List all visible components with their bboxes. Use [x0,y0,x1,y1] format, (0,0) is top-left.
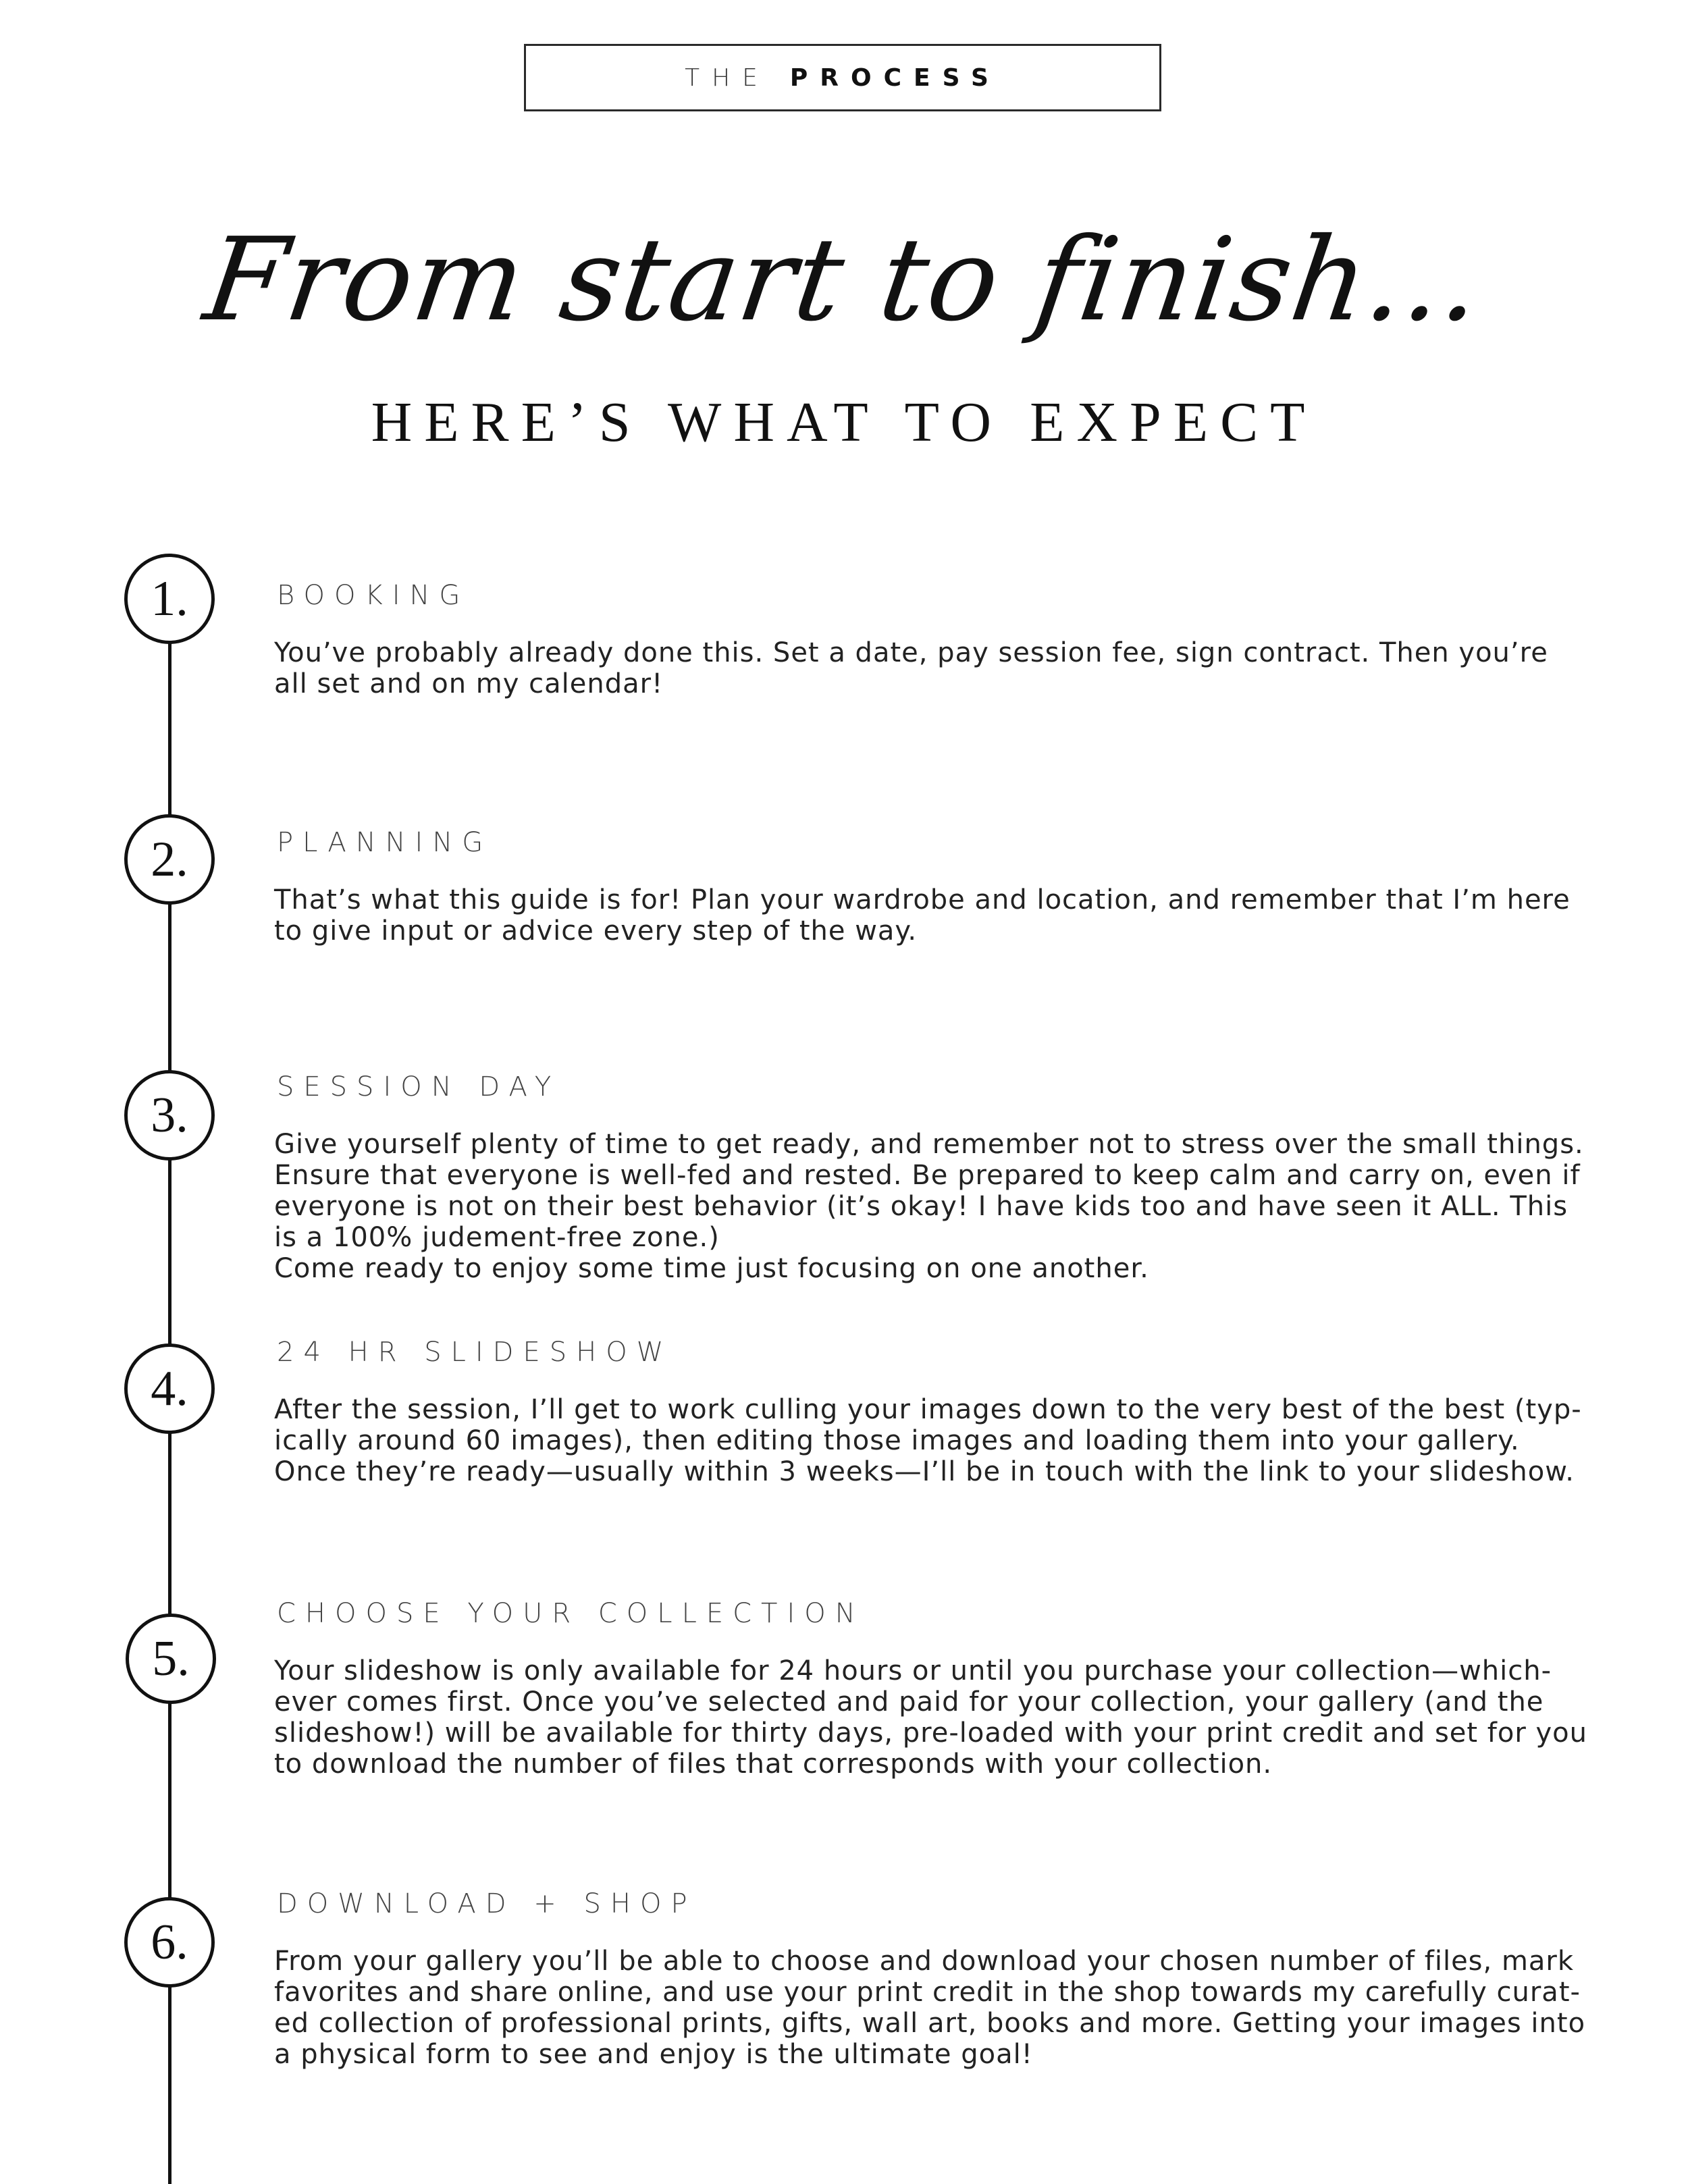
step-description: From your gallery you’ll be able to choose and download your chosen number of files, mark favorites and share online, and use your print credit in the shop towards my carefully curat-ed collection of professional prints, gifts, wall art, books and more. Getting your images into a physical form to see and enjoy is the ultimate goal! [274,1946,1586,2070]
step-heading: SESSION DAY [277,1071,561,1102]
step-number-circle: 3. [124,1070,215,1161]
step-heading: DOWNLOAD + SHOP [277,1888,697,1919]
script-title: From start to finish... [197,213,1491,347]
step-description: After the session, I’ll get to work culling your images down to the very best of the best (typ-ically around 60 images), then editing those images and loading them into your gallery. Once they’re ready—usually within 3 weeks—I’ll be in touch with the link to your slideshow. [274,1394,1582,1487]
page-subtitle: HERE’S WHAT TO EXPECT [371,391,1317,454]
step-heading: 24 HR SLIDESHOW [277,1337,673,1368]
step-description: Give yourself plenty of time to get ready, and remember not to stress over the small things. Ensure that everyone is well-fed and rested. Be prepared to keep calm and carry on, even if everyone is not on their best behavior (it’s okay! I have kids too and have seen it ALL. This is a 100% judement-free zone.) Come ready to enjoy some time just focusing on one another. [274,1129,1584,1284]
step-heading: CHOOSE YOUR COLLECTION [277,1598,865,1629]
step-number-circle: 5. [126,1614,216,1704]
step-description: That’s what this guide is for! Plan your wardrobe and location, and remember that I’m here to give input or advice every step of the way. [274,884,1571,947]
step-number-circle: 4. [124,1343,215,1434]
step-heading: BOOKING [277,580,470,611]
step-number-circle: 6. [124,1897,215,1988]
section-label-box [524,44,1161,111]
step-number-circle: 1. [124,554,215,644]
section-label-light: THE [685,63,770,92]
step-description: You’ve probably already done this. Set a date, pay session fee, sign contract. Then you’re all set and on my calendar! [274,637,1548,699]
step-heading: PLANNING [277,827,493,858]
step-description: Your slideshow is only available for 24 hours or until you purchase your collection—which-ever comes first. Once you’ve selected and paid for your collection, your gallery (and the slideshow!) will be available for thirty days, pre-loaded with your print credit and set for you to download the number of files that corresponds with your collection. [274,1655,1588,1780]
step-number-circle: 2. [124,814,215,905]
section-label-bold: PROCESS [789,63,1001,92]
